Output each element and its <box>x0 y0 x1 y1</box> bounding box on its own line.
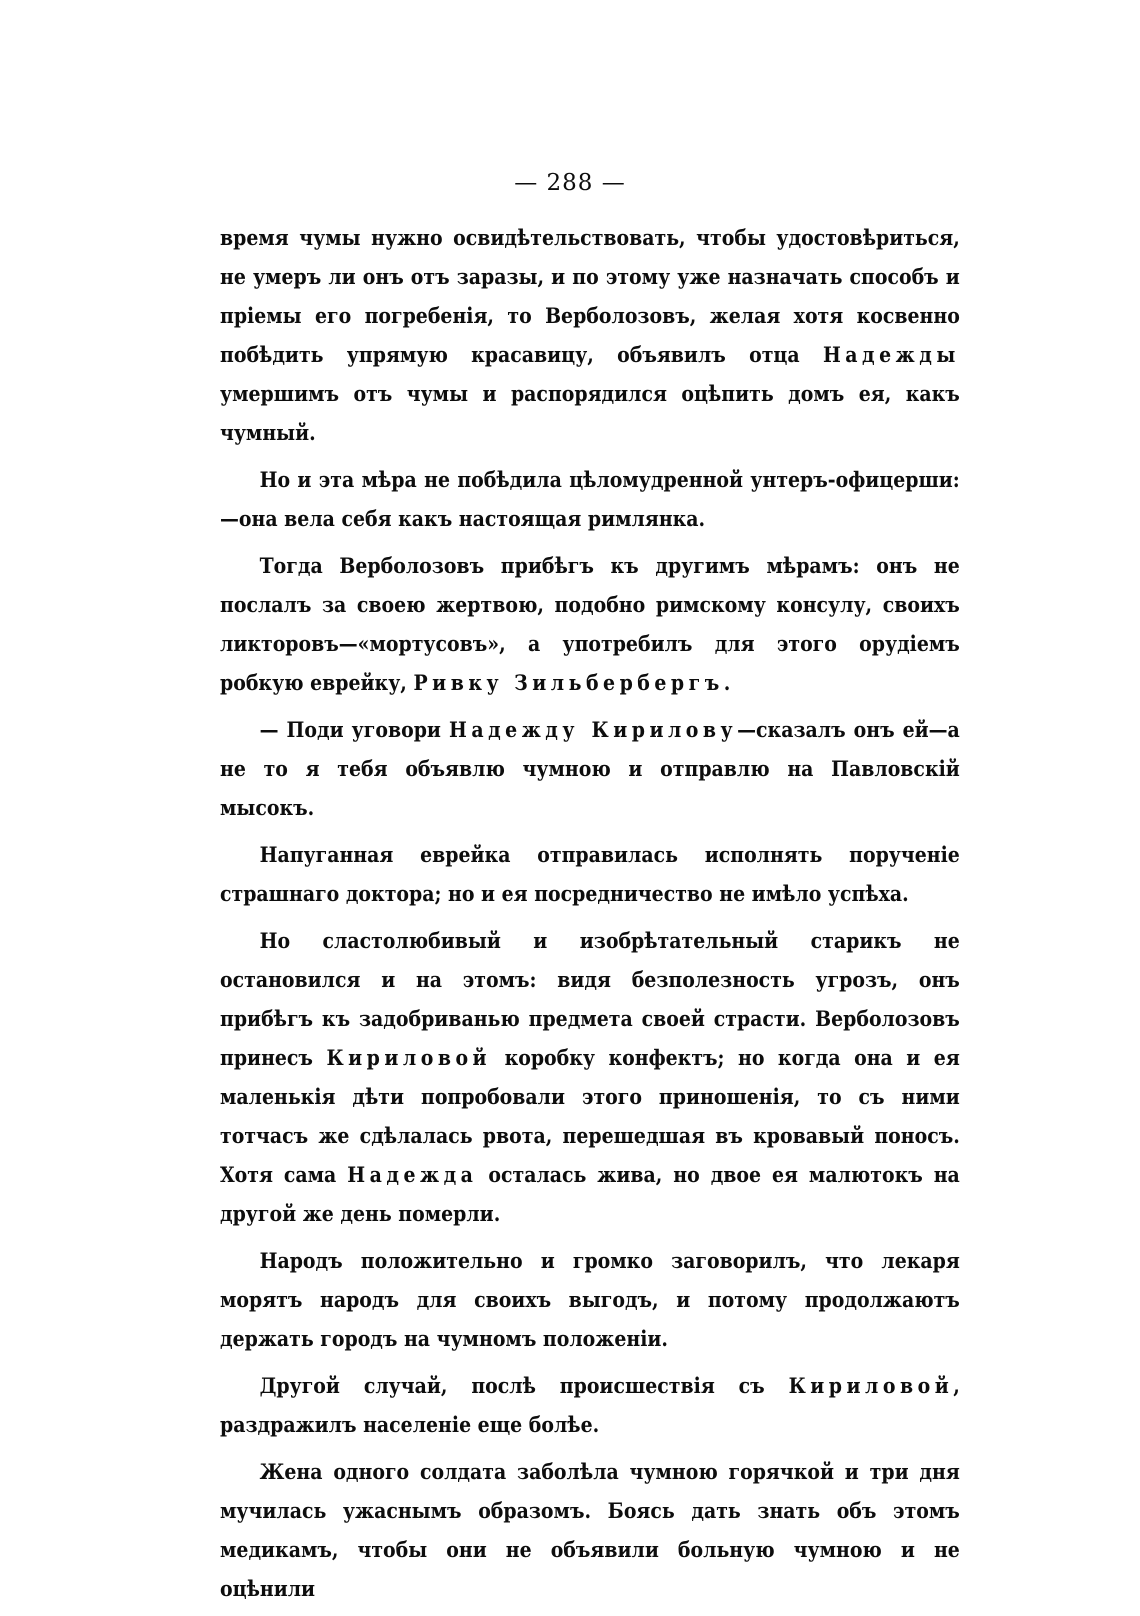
paragraph-text: . <box>723 670 731 695</box>
paragraph-text: осталась жива, но двое ея малютокъ на другой же день померли. <box>220 1162 960 1226</box>
spaced-name-text: Надежду Кирилову <box>448 717 738 742</box>
paragraph-text: Напуганная еврейка отправилась исполнять порученіе страшнаго доктора; но и ея посредничество не имѣло успѣха. <box>220 842 960 906</box>
spaced-name-text: Надежда <box>347 1162 478 1187</box>
paragraph-text: умершимъ отъ чумы и распорядился оцѣпить домъ ея, какъ чумный. <box>220 381 960 445</box>
page-number: — 288 — <box>514 170 626 196</box>
paragraph <box>220 218 960 452</box>
paragraph <box>220 921 960 1233</box>
spaced-name-text: Надежды <box>822 342 960 367</box>
spaced-name-text: Кириловой <box>326 1045 492 1070</box>
paragraph <box>220 1366 960 1444</box>
paragraph-text: — Поди уговори <box>259 717 449 742</box>
paragraph-text: , раздражилъ населеніе еще болѣе. <box>220 1373 960 1437</box>
paragraph-text: Но сластолюбивый и изобрѣтательный старикъ не остановился и на этомъ: видя безполезность угрозъ, онъ прибѣгъ къ задобриванью предмета своей страсти. Верболозовъ принесъ <box>220 928 960 1070</box>
paragraph <box>220 1452 960 1608</box>
paragraph-text: Народъ положительно и громко заговорилъ, что лекаря морятъ народъ для своихъ выгодъ, и потому продолжаютъ держать городъ на чумномъ положеніи. <box>220 1248 960 1351</box>
paragraph <box>220 710 960 827</box>
paragraph-text: Жена одного солдата заболѣла чумною горячкой и три дня мучилась ужаснымъ образомъ. Боясь дать знать объ этомъ медикамъ, чтобы они не объявили больную чумною и не оцѣнили <box>220 1459 960 1601</box>
paragraph-text: Другой случай, послѣ происшествія съ <box>259 1373 789 1398</box>
body-text <box>220 218 960 1616</box>
paragraph-text: коробку конфектъ; но когда она и ея маленькія дѣти попробовали этого приношенія, то съ ними тотчасъ же сдѣлалась рвота, перешедшая въ кровавый поносъ. Хотя сама <box>220 1045 960 1187</box>
paragraph-text: время чумы нужно освидѣтельствовать, чтобы удостовѣриться, не умеръ ли онъ отъ заразы, и по этому уже назначать способъ и пріемы его погребенія, то Верболозовъ, желая хотя косвенно побѣдить упрямую красавицу, объявилъ отца <box>220 225 960 367</box>
paragraph <box>220 1241 960 1358</box>
spaced-name-text: Кириловой <box>788 1373 954 1398</box>
paragraph <box>220 546 960 702</box>
paragraph-text: Но и эта мѣра не побѣдила цѣломудренной унтеръ-офицерши:—она вела себя какъ настоящая римлянка. <box>220 467 960 531</box>
spaced-name-text: Ривку Зильбербергъ <box>413 670 724 695</box>
paragraph <box>220 835 960 913</box>
paragraph-text: Тогда Верболозовъ прибѣгъ къ другимъ мѣрамъ: онъ не послалъ за своею жертвою, подобно римскому консулу, своихъ ликторовъ—«мортусовъ», а употребилъ для этого орудіемъ робкую еврейку, <box>220 553 960 695</box>
paragraph <box>220 460 960 538</box>
paragraph-text: —сказалъ онъ ей—а не то я тебя объявлю чумною и отправлю на Павловскій мысокъ. <box>220 717 960 820</box>
